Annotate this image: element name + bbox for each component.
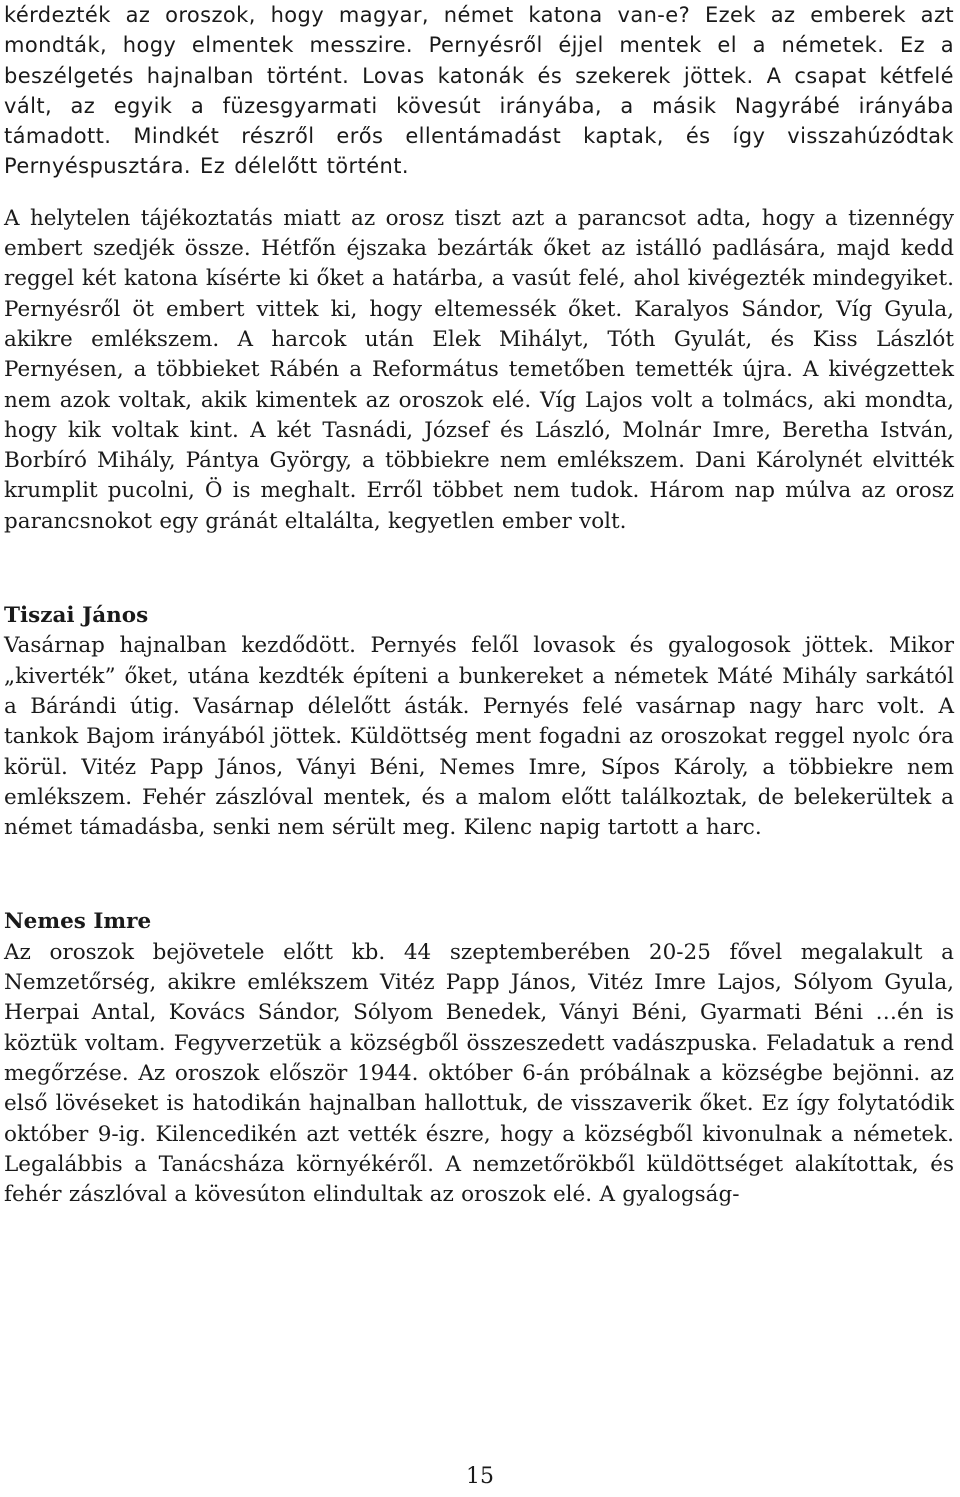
paragraph-spacer [4,182,954,204]
section-heading: Nemes Imre [4,909,152,935]
section-body: Az oroszok bejövetele előtt kb. 44 szeptemberében 20-25 fővel megalakult a Nemzetőrség, akikre emlékszem Vitéz Papp János, Vitéz Imre Lajos, Sólyom Gyula, Herpai Antal, Kovács Sándor, Sólyom Benedek, Ványi Béni, Gyarmati Béni …én is köztük voltam. Fegyverzetük a községből összeszedett vadászpuska. Feladatuk a rend megőrzése. Az oroszok először 1944. október 6-án próbálnak a községbe bejönni. az első lövéseket is hatodikán hajnalban hallottuk, de visszaverik őket. Ez így folytatódik október 9-ig. Kilencedikén azt vették észre, hogy a községből kivonulnak a németek. Legalábbis a Tanácsháza környékéről. A nemzetőrökből küldöttséget alakítottak, és fehér zászlóval a kövesúton elindultak az oroszok elé. A gyalogság- [4,939,954,1208]
section-spacer [4,843,954,907]
section-spacer [4,537,954,601]
section-body: Vasárnap hajnalban kezdődött. Pernyés felől lovasok és gyalogosok jöttek. Mikor „kiverték” őket, utána kezdték építeni a bunkereket a németek Máté Mihály sarkától a Bárándi útig. Vasárnap délelőtt ásták. Pernyés felé vasárnap nagy harc volt. A tankok Bajom irányából jöttek. Küldöttség ment fogadni az oroszokat reggel nyolc óra körül. Vitéz Papp János, Ványi Béni, Nemes Imre, Sípos Károly, a többiekre nem emlékszem. Fehér zászlóval mentek, és a malom előtt találkoztak, de belekerültek a német támadásba, senki nem sérült meg. Kilenc napig tartott a harc. [4,633,954,841]
intro-paragraph-2: A helytelen tájékoztatás miatt az orosz tiszt azt a parancsot adta, hogy a tizennégy embert szedjék össze. Hétfőn éjszaka bezárták őket az istálló padlására, majd kedd reggel két katona kísérte ki őket a határba, a vasút felé, ahol kivégezték mindegyiket. Pernyésről öt embert vittek ki, hogy eltemessék őket. Karalyos Sándor, Víg Gyula, akikre emlékszem. A harcok után Elek Mihályt, Tóth Gyulát, és Kiss Lászlót Pernyésen, a többieket Rábén a Református temetőben temették újra. A kivégzettek nem azok voltak, akik kimentek az oroszok elé. Víg Lajos volt a tolmács, aki mondta, hogy kik voltak kint. A két Tasnádi, József és László, Molnár Imre, Beretha István, Borbíró Mihály, Pántya György, a többiekre nem emlékszem. Dani Károlynét elvitték krumplit pucolni, Ö is meghalt. Erről többet nem tudok. Három nap múlva az orosz parancsnokot egy gránát eltalálta, kegyetlen ember volt. [4,205,954,534]
page-number: 15 [466,1464,494,1489]
document-page [4,0,954,1210]
section-nemes-imre [4,907,954,1210]
section-tiszai-janos [4,601,954,843]
intro-paragraph-1: kérdezték az oroszok, hogy magyar, német katona van-e? Ezek az emberek azt mondták, hogy elmentek messzire. Pernyésről éjjel mentek el a németek. Ez a beszélgetés hajnalban történt. Lovas katonák és szekerek jöttek. A csapat kétfelé vált, az egyik a füzesgyarmati kövesút irányába, a másik Nagyrábé irányába támadott. Mindkét részről erős ellentámadást kaptak, és így visszahúzódtak Pernyéspusztára. Ez délelőtt történt. [4,3,954,179]
section-heading: Tiszai János [4,603,149,629]
